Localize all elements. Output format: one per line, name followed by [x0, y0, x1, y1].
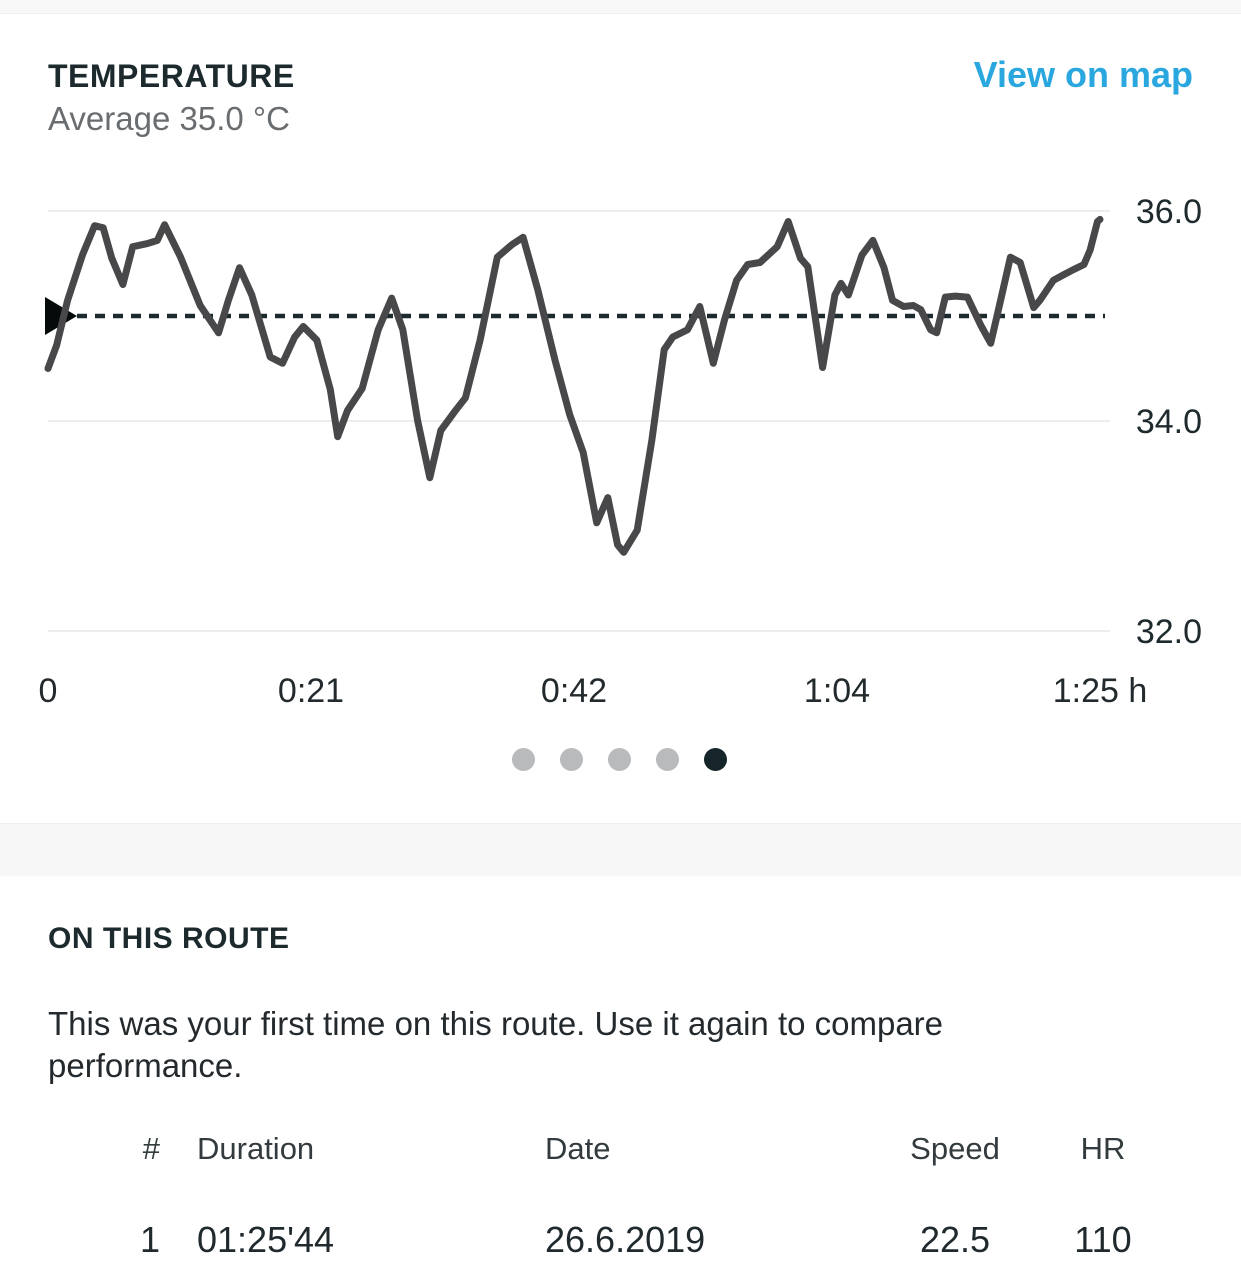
x-axis-tick-label: 0:21: [277, 672, 345, 710]
chart-average-value: Average 35.0 °C: [48, 100, 290, 137]
x-axis-tick-label: 1:04: [803, 672, 871, 710]
table-row-speed[interactable]: 22.5: [919, 1219, 991, 1260]
table-header-number: #: [142, 1131, 160, 1166]
table-row-duration[interactable]: 01:25'44: [197, 1219, 335, 1260]
table-header-hr: HR: [1080, 1131, 1126, 1166]
chart-y-axis-labels: [1136, 193, 1202, 651]
pagination-dot-active[interactable]: [704, 748, 727, 771]
table-header-duration: Duration: [197, 1131, 315, 1166]
route-description-line1: This was your first time on this route. Use it again to compare: [48, 1005, 944, 1042]
table-row-number[interactable]: 1: [139, 1219, 160, 1260]
table-row-date[interactable]: 26.6.2019: [545, 1219, 706, 1260]
table-header-date: Date: [545, 1131, 611, 1166]
route-section-heading: ON THIS ROUTE: [48, 922, 290, 955]
pagination-dot[interactable]: [656, 748, 679, 771]
y-axis-tick-label: 32.0: [1135, 613, 1202, 651]
chart-x-axis-labels: [39, 672, 1148, 710]
x-axis-tick-label: 0:42: [540, 672, 608, 710]
pagination-dot[interactable]: [608, 748, 631, 771]
chart-gridlines: [48, 211, 1110, 631]
route-description-line2: performance.: [48, 1047, 243, 1084]
table-row-hr[interactable]: 110: [1074, 1219, 1132, 1260]
chart-pagination-dots[interactable]: [512, 748, 727, 771]
pagination-dot[interactable]: [512, 748, 535, 771]
y-axis-tick-label: 34.0: [1135, 403, 1202, 441]
route-description: [48, 1003, 1198, 1087]
chart-title: TEMPERATURE: [48, 58, 295, 94]
view-on-map-link[interactable]: View on map: [973, 54, 1193, 95]
table-header-speed: Speed: [910, 1131, 1000, 1166]
y-axis-tick-label: 36.0: [1135, 193, 1202, 231]
temperature-trace-line: [48, 219, 1100, 552]
x-axis-tick-label: 0: [38, 672, 58, 710]
section-divider: [0, 823, 1241, 876]
x-axis-tick-label: 1:25 h: [1052, 672, 1148, 710]
pagination-dot[interactable]: [560, 748, 583, 771]
